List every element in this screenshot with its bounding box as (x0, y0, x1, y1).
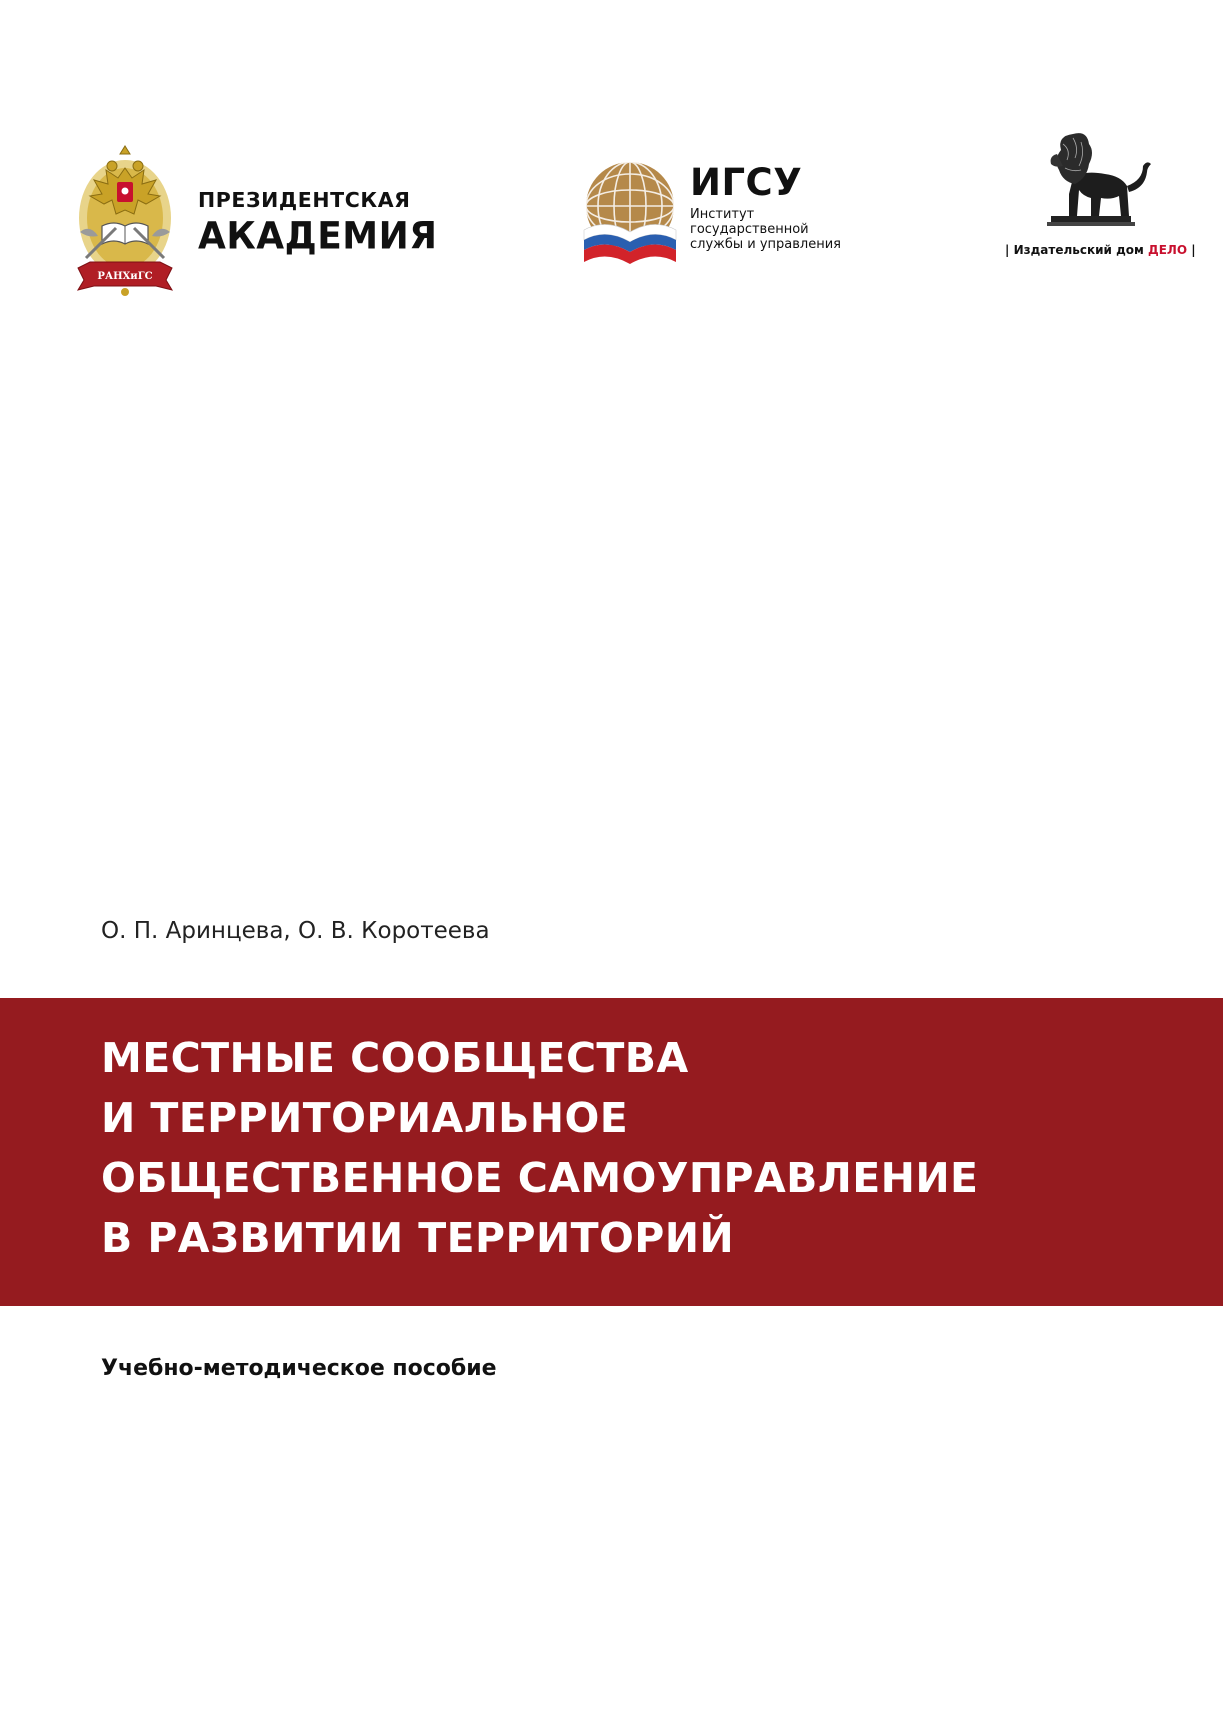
igsu-full-name-line: государственной (690, 222, 809, 237)
book-title-line: В РАЗВИТИИ ТЕРРИТОРИЙ (101, 1214, 735, 1262)
delo-caption-prefix: Издательский дом (1013, 243, 1144, 257)
igsu-full-name-line: службы и управления (690, 237, 842, 252)
lion-icon (1043, 130, 1155, 228)
book-title (101, 1028, 1201, 1268)
igsu-full-name-line: Институт (690, 207, 755, 222)
igsu-wordmark (690, 161, 842, 252)
separator-bar: | (1005, 243, 1014, 257)
publisher-logos (0, 130, 1223, 300)
ranepa-logo (72, 140, 438, 300)
book-title-line: И ТЕРРИТОРИАЛЬНОЕ (101, 1094, 629, 1142)
ranepa-wordmark (198, 188, 438, 258)
ranepa-wordmark-line1: ПРЕЗИДЕНТСКАЯ (198, 188, 411, 212)
separator-bar: | (1187, 243, 1196, 257)
delo-caption (1005, 243, 1195, 257)
igsu-logo (582, 160, 882, 300)
title-band (0, 998, 1223, 1306)
globe-book-icon (582, 160, 678, 272)
delo-logo (1005, 130, 1195, 270)
authors: О. П. Аринцева, О. В. Коротеева (101, 918, 490, 944)
ranepa-wordmark-line2: АКАДЕМИЯ (198, 214, 438, 258)
igsu-abbreviation: ИГСУ (690, 161, 803, 204)
ranepa-ribbon-text: РАНХиГС (97, 271, 153, 282)
igsu-full-name (690, 207, 841, 252)
ranepa-emblem-icon (72, 140, 178, 300)
book-title-line: МЕСТНЫЕ СООБЩЕСТВА (101, 1034, 689, 1082)
book-title-line: ОБЩЕСТВЕННОЕ САМОУПРАВЛЕНИЕ (101, 1154, 979, 1202)
book-type: Учебно-методическое пособие (101, 1356, 497, 1381)
delo-brand-word: ДЕЛО (1148, 243, 1188, 257)
